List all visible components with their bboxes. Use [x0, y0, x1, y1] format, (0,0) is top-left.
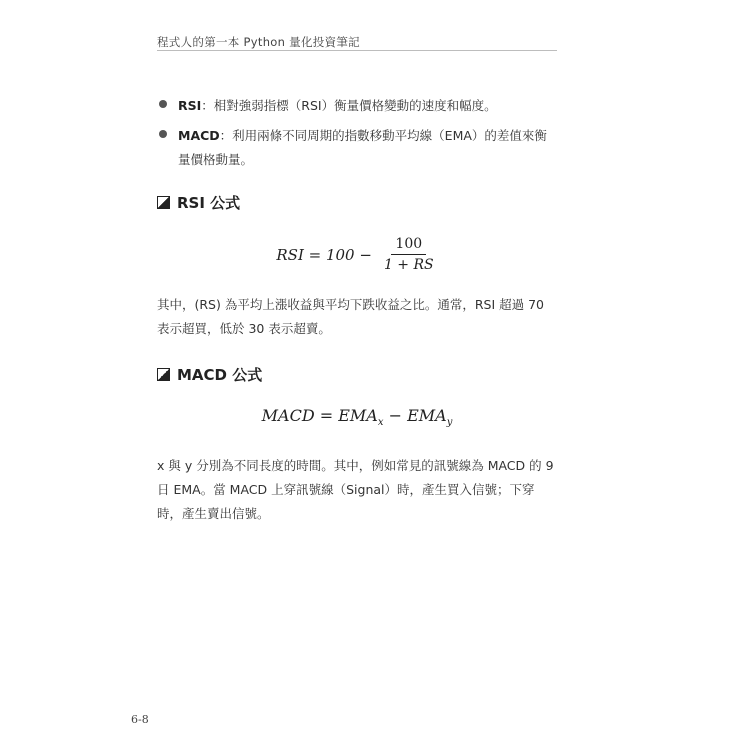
formula-lhs: MACD = EMA [261, 406, 378, 425]
section-marker-icon [157, 196, 170, 209]
section-heading-macd [157, 364, 557, 385]
section-heading-text: MACD 公式 [177, 366, 263, 384]
bullet-term: RSI [178, 98, 202, 113]
macd-paragraph: x 與 y 分別為不同長度的時間。其中，例如常見的訊號線為 MACD 的 9 日 EMA。當 MACD 上穿訊號線（Signal）時，產生買入信號；下穿時，產生賣出信號。 [157, 458, 554, 521]
bullet-dot-icon [159, 130, 167, 138]
bullet-text [178, 94, 497, 118]
page-number: 6-8 [131, 713, 149, 726]
fraction-denominator: 1 + RS [383, 257, 434, 273]
section-heading-text: RSI 公式 [177, 194, 241, 212]
running-header: 程式人的第一本 Python 量化投資筆記 [157, 35, 360, 49]
rsi-paragraph: 其中，(RS) 為平均上漲收益與平均下跌收益之比。通常，RSI 超過 70 表示超買，低於 30 表示超賣。 [157, 297, 545, 336]
fraction-numerator: 100 [391, 236, 426, 255]
macd-formula [157, 406, 557, 428]
header-rule [157, 50, 557, 51]
formula-subscript-y: y [446, 417, 453, 429]
bullet-term: MACD [178, 128, 220, 143]
bullet-item-macd [157, 124, 557, 172]
bullet-text [178, 124, 557, 172]
bullet-description: ：相對強弱指標（RSI）衡量價格變動的速度和幅度。 [201, 98, 497, 113]
formula-mid: − EMA [383, 406, 447, 425]
formula-subscript-x: x [377, 417, 384, 429]
bullet-list [157, 94, 557, 178]
bullet-dot-icon [159, 100, 167, 108]
bullet-description: ：利用兩條不同周期的指數移動平均線（EMA）的差值來衡量價格動量。 [178, 128, 547, 167]
rsi-formula [157, 236, 557, 273]
formula-lhs: RSI = 100 − [276, 245, 372, 264]
section-heading-rsi [157, 192, 557, 213]
section-marker-icon [157, 368, 170, 381]
formula-fraction [380, 236, 438, 273]
bullet-item-rsi [157, 94, 557, 118]
